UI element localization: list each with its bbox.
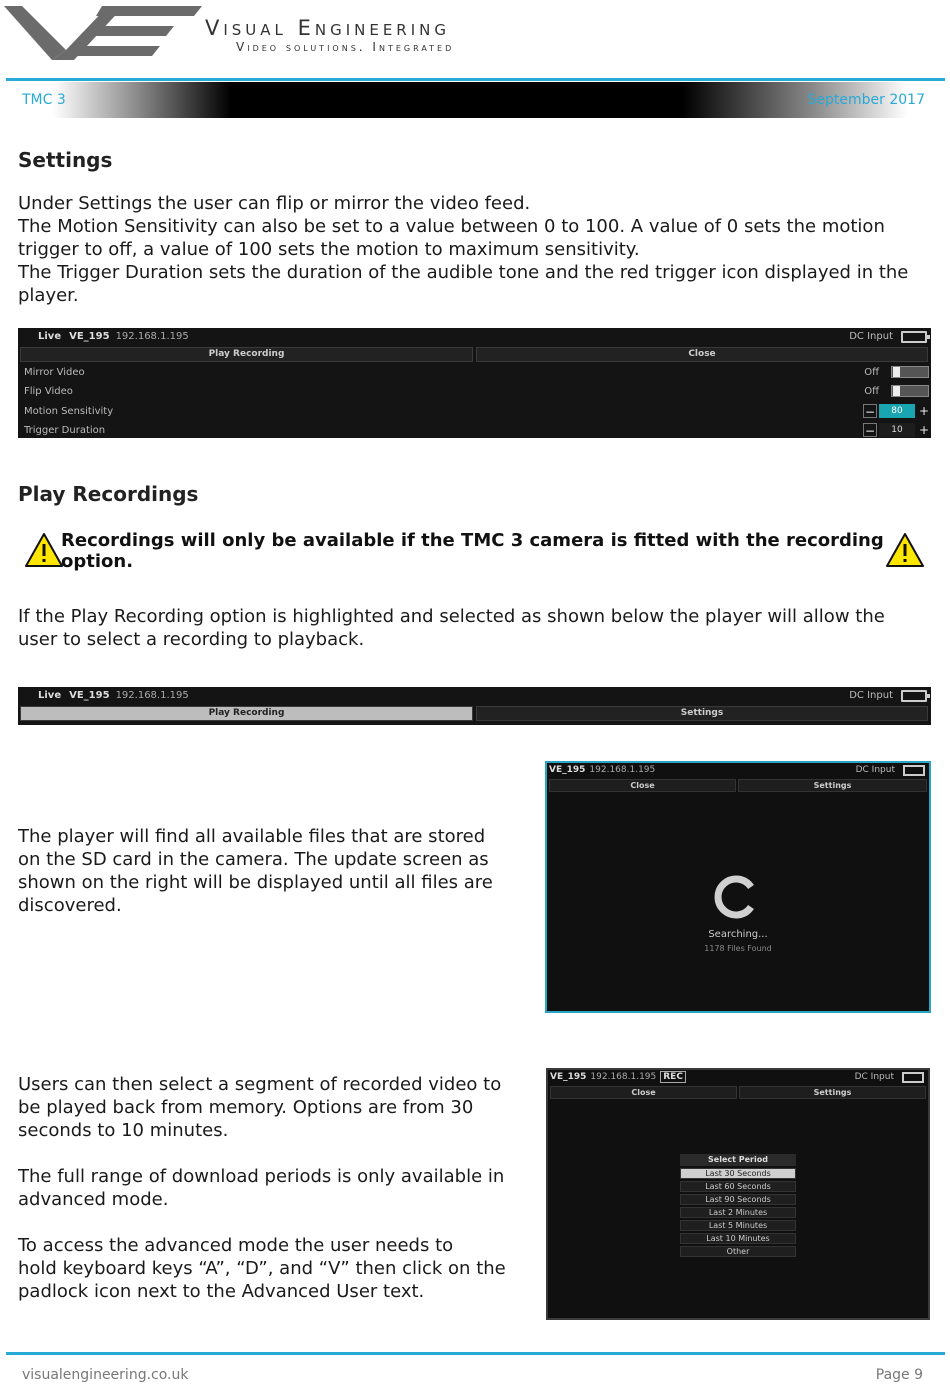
period-option-60s[interactable]: Last 60 Seconds [680, 1181, 796, 1192]
search-text [18, 825, 493, 917]
period-option-5m[interactable]: Last 5 Minutes [680, 1220, 796, 1231]
brand [205, 16, 454, 54]
play-panel [18, 687, 931, 725]
device-ip: 192.168.1.195 [115, 331, 189, 342]
header-product: TMC 3 [22, 92, 66, 108]
mirror-video-label: Mirror Video [24, 367, 85, 378]
period-option-30s[interactable]: Last 30 Seconds [680, 1168, 796, 1179]
brand-name: Visual Engineering [205, 16, 450, 40]
settings-button[interactable]: Settings [739, 1086, 926, 1099]
trigger-duration-value[interactable]: 10 [879, 423, 915, 437]
ve-logo [4, 2, 204, 62]
period-line-spacer [18, 1142, 506, 1165]
motion-sensitivity-label: Motion Sensitivity [24, 406, 114, 417]
trigger-duration-stepper[interactable] [863, 423, 931, 437]
header-rule [6, 78, 945, 81]
flip-video-value: Off [864, 386, 879, 397]
period-line: advanced mode. [18, 1189, 169, 1210]
period-option-other[interactable]: Other [680, 1246, 796, 1257]
close-button[interactable]: Close [550, 1086, 737, 1099]
flip-video-toggle[interactable] [891, 385, 929, 397]
rec-badge: REC [660, 1071, 686, 1083]
settings-text [18, 192, 908, 307]
page-number: Page 9 [875, 1367, 923, 1383]
period-line-spacer [18, 1211, 506, 1234]
panel-top-bar [18, 687, 931, 705]
close-button[interactable]: Close [476, 347, 928, 362]
footer-rule [6, 1352, 945, 1355]
battery-icon [901, 690, 927, 702]
header-date: September 2017 [807, 92, 925, 108]
settings-line: The Motion Sensitivity can also be set to a value between 0 to 100. A value of 0 sets the motion [18, 216, 885, 237]
searching-status: Searching... [708, 929, 768, 940]
panel-status [38, 331, 189, 342]
settings-button[interactable]: Settings [738, 779, 927, 792]
settings-panel [18, 328, 931, 438]
period-option-2m[interactable]: Last 2 Minutes [680, 1207, 796, 1218]
warning-icon [24, 532, 64, 568]
device-ip: 192.168.1.195 [590, 1072, 657, 1082]
flip-video-label: Flip Video [24, 386, 73, 397]
power-source: DC Input [855, 765, 895, 775]
decrement-button[interactable]: − [864, 424, 876, 438]
increment-button[interactable]: + [918, 423, 930, 437]
live-label: Live [38, 690, 62, 701]
trigger-duration-label: Trigger Duration [24, 425, 106, 436]
device-name: VE_195 [550, 1072, 587, 1082]
device-status [549, 765, 655, 775]
settings-button[interactable]: Settings [476, 706, 928, 721]
panel-top-bar [18, 328, 931, 346]
select-period-menu [680, 1154, 796, 1259]
search-line: on the SD card in the camera. The update screen as [18, 849, 489, 870]
loading-spinner-icon [711, 873, 759, 921]
motion-sensitivity-stepper[interactable] [863, 404, 931, 418]
period-line: To access the advanced mode the user needs to [18, 1235, 454, 1256]
warning-icon [885, 532, 925, 568]
panel-status [38, 690, 189, 701]
settings-line: trigger to off, a value of 100 sets the motion to maximum sensitivity. [18, 239, 640, 260]
header-bar [6, 82, 945, 118]
play-recording-button[interactable]: Play Recording [20, 706, 473, 721]
play-line: If the Play Recording option is highlighted and selected as shown below the player will allow the [18, 606, 885, 627]
period-option-10m[interactable]: Last 10 Minutes [680, 1233, 796, 1244]
period-line: The full range of download periods is only available in [18, 1166, 505, 1187]
device-name: VE_195 [69, 331, 110, 342]
motion-sensitivity-value[interactable]: 80 [879, 404, 915, 418]
play-text [18, 605, 885, 651]
select-period-screenshot [546, 1068, 930, 1320]
searching-screenshot [545, 761, 931, 1013]
search-line: shown on the right will be displayed until all files are [18, 872, 493, 893]
warning-text: Recordings will only be available if the TMC 3 camera is fitted with the recording option. [61, 530, 884, 572]
decrement-button[interactable]: − [864, 405, 876, 419]
power-source: DC Input [849, 690, 893, 701]
close-button[interactable]: Close [549, 779, 736, 792]
device-ip: 192.168.1.195 [589, 765, 656, 775]
brand-tagline: Video solutions. Integrated [236, 40, 455, 54]
settings-line: The Trigger Duration sets the duration of the audible tone and the red trigger icon displayed in the [18, 262, 909, 283]
battery-icon [903, 765, 925, 776]
search-line: The player will find all available files that are stored [18, 826, 486, 847]
device-name: VE_195 [69, 690, 110, 701]
period-text [18, 1073, 506, 1303]
live-label: Live [38, 331, 62, 342]
footer-site: visualengineering.co.uk [22, 1367, 189, 1383]
play-recording-button[interactable]: Play Recording [20, 347, 473, 362]
mirror-video-value: Off [864, 367, 879, 378]
search-line: discovered. [18, 895, 122, 916]
play-line: user to select a recording to playback. [18, 629, 365, 650]
settings-heading: Settings [18, 148, 113, 172]
period-option-90s[interactable]: Last 90 Seconds [680, 1194, 796, 1205]
device-ip: 192.168.1.195 [115, 690, 189, 701]
power-source: DC Input [854, 1072, 894, 1082]
period-line: seconds to 10 minutes. [18, 1120, 229, 1141]
files-found-count: 1178 Files Found [704, 944, 772, 953]
device-name: VE_195 [549, 765, 586, 775]
settings-line: player. [18, 285, 79, 306]
settings-line: Under Settings the user can flip or mirror the video feed. [18, 193, 531, 214]
mirror-video-toggle[interactable] [891, 366, 929, 378]
power-source: DC Input [849, 331, 893, 342]
battery-icon [901, 331, 927, 343]
menu-title: Select Period [680, 1154, 796, 1166]
battery-icon [902, 1072, 924, 1083]
period-line: hold keyboard keys “A”, “D”, and “V” then click on the [18, 1258, 506, 1279]
increment-button[interactable]: + [918, 404, 930, 418]
period-line: padlock icon next to the Advanced User text. [18, 1281, 425, 1302]
period-line: be played back from memory. Options are from 30 [18, 1097, 474, 1118]
period-line: Users can then select a segment of recorded video to [18, 1074, 502, 1095]
device-status [550, 1072, 686, 1082]
play-recordings-heading: Play Recordings [18, 482, 199, 506]
